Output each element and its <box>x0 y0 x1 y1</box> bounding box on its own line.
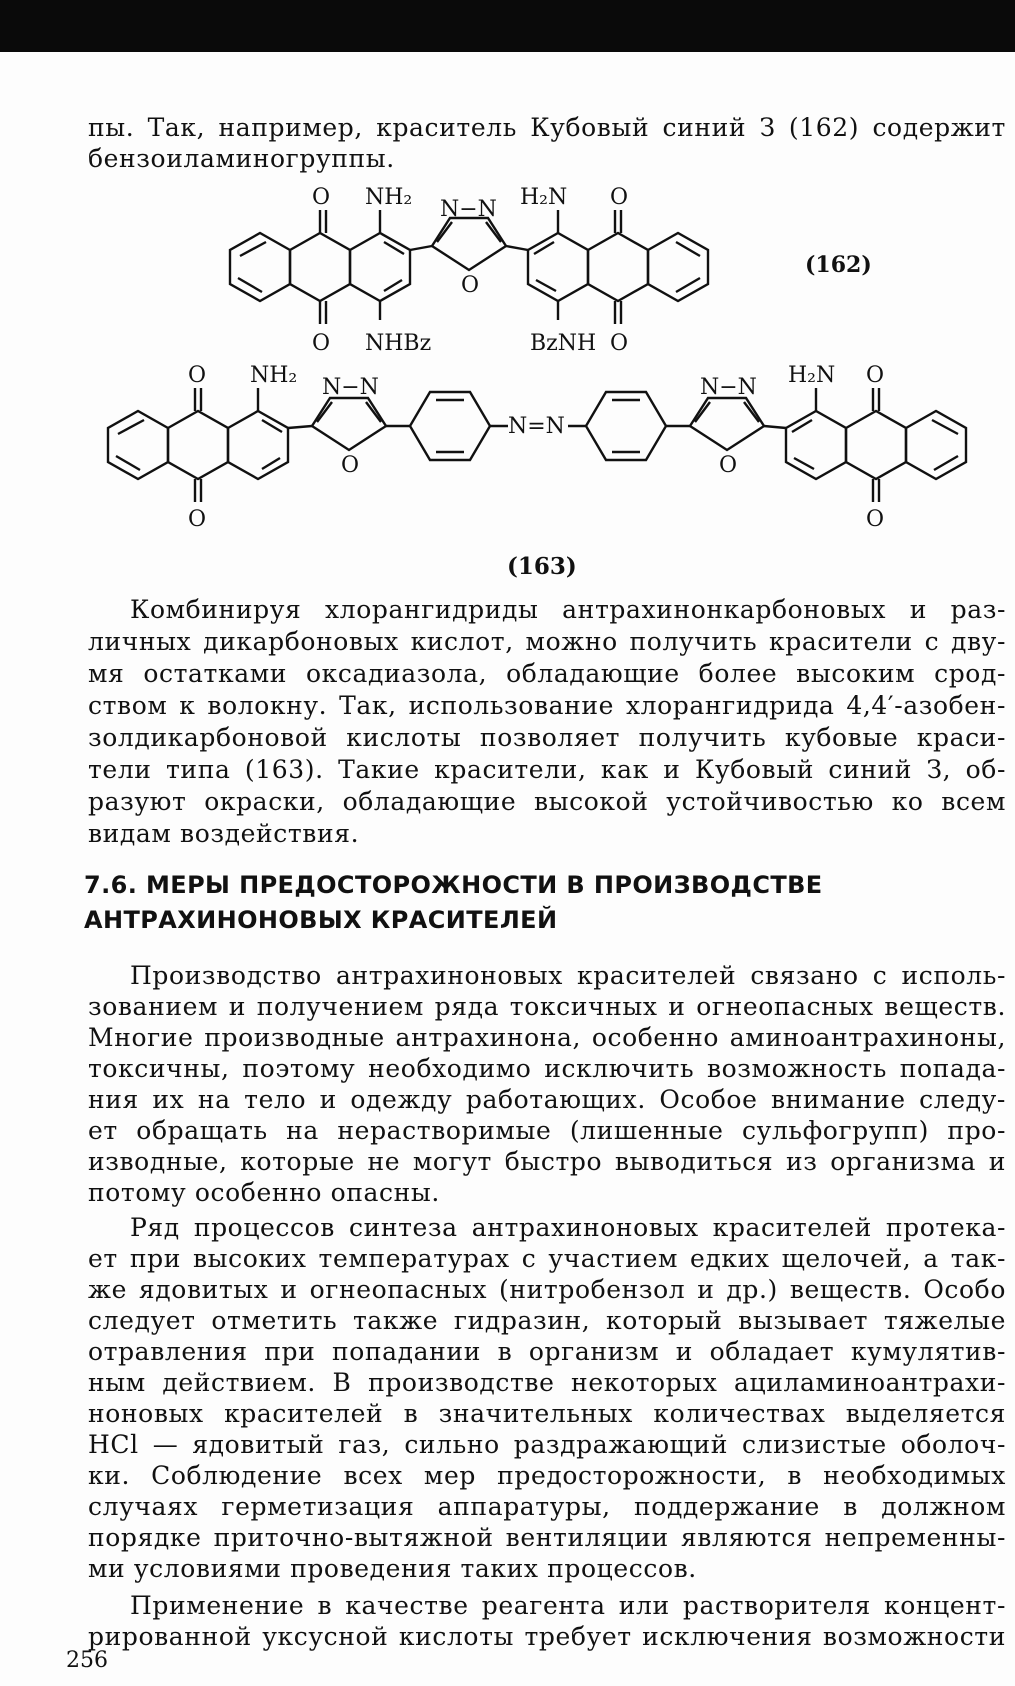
compound-number-163: (163) <box>507 553 577 580</box>
atom-label: O <box>312 331 331 356</box>
atom-label: O <box>866 507 885 532</box>
paragraph-line: ным действием. В производстве некоторых ациламиноантрахи- <box>88 1368 1006 1397</box>
atom-label: N−N <box>322 375 379 400</box>
atom-label: O <box>610 185 629 210</box>
atom-label: O <box>188 363 207 388</box>
structure-162 <box>230 210 708 324</box>
scan-top-border <box>0 0 1015 52</box>
compound-number-162: (162) <box>805 252 872 278</box>
paragraph-line: тели типа (163). Такие красители, как и Кубовый синий З, об- <box>88 755 1006 784</box>
paragraph-line: HCl — ядовитый газ, сильно раздражающий слизистые оболоч- <box>88 1430 1006 1459</box>
atom-label: O <box>188 507 207 532</box>
section-heading: АНТРАХИНОНОВЫХ КРАСИТЕЛЕЙ <box>84 906 558 934</box>
paragraph-line: Ряд процессов синтеза антрахиноновых красителей протека- <box>130 1213 1006 1242</box>
paragraph-line: ством к волокну. Так, использование хлорангидрида 4,4′-азобен- <box>88 691 1006 720</box>
atom-label: O <box>866 363 885 388</box>
paragraph-line: следует отметить также гидразин, который вызывает тяжелые <box>88 1306 1006 1335</box>
paragraph-line: ноновых красителей в значительных количествах выделяется <box>88 1399 1006 1428</box>
atom-label: O <box>610 331 629 356</box>
paragraph-line: Производство антрахиноновых красителей связано с исполь- <box>130 961 1006 990</box>
atom-label: O <box>341 453 360 478</box>
atom-label: NH₂ <box>365 185 413 210</box>
paragraph-line: токсичны, поэтому необходимо исключить возможность попада- <box>88 1054 1006 1083</box>
paragraph-line: Комбинируя хлорангидриды антрахинонкарбоновых и раз- <box>130 595 1006 624</box>
paragraph-line: порядке приточно-вытяжной вентиляции являются непременны- <box>88 1523 1006 1552</box>
text-line: бензоиламиногруппы. <box>88 144 395 173</box>
paragraph-line: Многие производные антрахинона, особенно аминоантрахиноны, <box>88 1023 1006 1052</box>
paragraph-line: изводные, которые не могут быстро выводиться из организма и <box>88 1147 1006 1176</box>
paragraph-line: ет при высоких температурах с участием едких щелочей, а так- <box>88 1244 1006 1273</box>
paragraph-line: видам воздействия. <box>88 819 360 848</box>
atom-label: N−N <box>440 197 497 222</box>
paragraph-line: зованием и получением ряда токсичных и огнеопасных веществ. <box>88 992 1006 1021</box>
paragraph-line: личных дикарбоновых кислот, можно получить красители с дву- <box>88 627 1006 656</box>
section-heading: 7.6. МЕРЫ ПРЕДОСТОРОЖНОСТИ В ПРОИЗВОДСТВЕ <box>84 871 823 899</box>
paragraph-line: Применение в качестве реагента или растворителя концент- <box>130 1591 1006 1620</box>
paragraph-line: разуют окраски, обладающие высокой устойчивостью ко всем <box>88 787 1006 816</box>
atom-label: O <box>461 273 480 298</box>
atom-label: NH₂ <box>250 363 298 388</box>
atom-label: O <box>719 453 738 478</box>
atom-label: N−N <box>700 375 757 400</box>
atom-label: BzNH <box>530 331 597 356</box>
atom-label: H₂N <box>520 185 568 210</box>
paragraph-line: случаях герметизация аппаратуры, поддержание в должном <box>88 1492 1006 1521</box>
atom-label: H₂N <box>788 363 836 388</box>
paragraph-line: же ядовитых и огнеопасных (нитробензол и др.) веществ. Особо <box>88 1275 1006 1304</box>
page-number: 256 <box>66 1648 108 1673</box>
paragraph-line: ет обращать на нерастворимые (лишенные сульфогрупп) про- <box>88 1116 1006 1145</box>
atom-label: N=N <box>508 414 565 439</box>
paragraph-line: ми условиями проведения таких процессов. <box>88 1554 697 1583</box>
paragraph-line: отравления при попадании в организм и обладает кумулятив- <box>88 1337 1006 1366</box>
atom-label: NHBz <box>365 331 432 356</box>
paragraph-line: ки. Соблюдение всех мер предосторожности, в необходимых <box>88 1461 1006 1490</box>
paragraph-line: золдикарбоновой кислоты позволяет получить кубовые краси- <box>88 723 1006 752</box>
paragraph-line: потому особенно опасны. <box>88 1178 440 1207</box>
structure-163 <box>108 388 966 502</box>
text-line: пы. Так, например, краситель Кубовый синий З (162) содержит <box>88 113 1006 142</box>
paragraph-line: рированной уксусной кислоты требует исключения возможности <box>88 1622 1006 1651</box>
atom-label: O <box>312 185 331 210</box>
chemical-structures-figure <box>0 170 1015 550</box>
paragraph-line: ния их на тело и одежду работающих. Особое внимание следу- <box>88 1085 1006 1114</box>
paragraph-line: мя остатками оксадиазола, обладающие более высоким срод- <box>88 659 1006 688</box>
